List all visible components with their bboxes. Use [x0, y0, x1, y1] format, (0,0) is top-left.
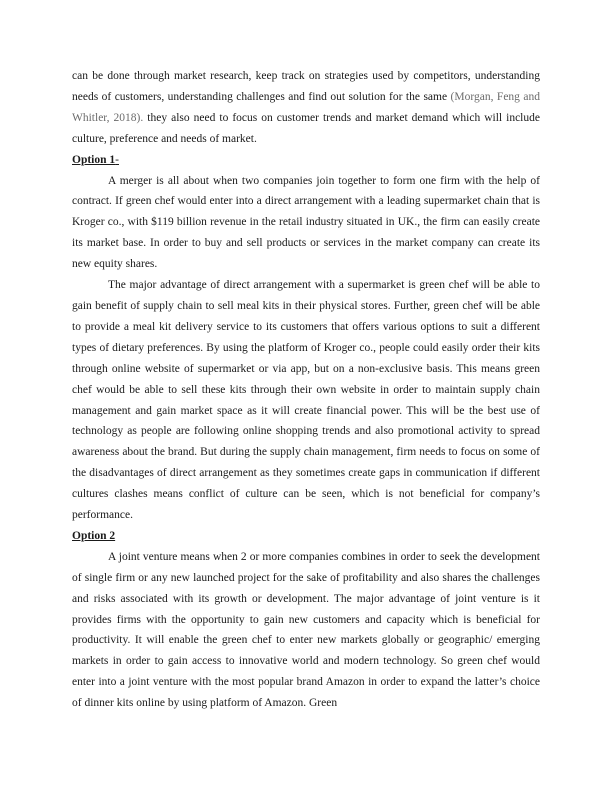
option-1-heading-suffix: -	[115, 153, 119, 166]
option-2-heading: Option 2	[72, 529, 116, 542]
intro-paragraph	[72, 66, 540, 150]
citation: (Morgan, Feng and Whitler, 2018).	[72, 90, 540, 124]
option-1-paragraph-advantages: The major advantage of direct arrangement with a supermarket is green chef will be able to gain benefit of supply chain to sell meal kits in their physical stores. Further, green chef will be able to provide a meal kit delivery service to its customers that offers various options to suit a different types of dietary preferences. By using the platform of Kroger co., people could easily order their kits through online website of supermarket or via app, but on a non-exclusive basis. This means green chef would be able to sell these kits through their own website in order to maintain supply chain management and gain market space as it will create financial power. This will be the best use of technology as people are following online shopping trends and also promotional activity to spread awareness about the brand. But during the supply chain management, firm needs to focus on some of the disadvantages of direct arrangement as they sometimes create gaps in communication if different cultures clashes means conflict of culture can be seen, which is not beneficial for company’s performance.	[72, 279, 540, 522]
option-1-heading	[72, 150, 540, 171]
option-2-paragraph-joint-venture: A joint venture means when 2 or more companies combines in order to seek the development of single firm or any new launched project for the sake of profitability and also shares the challenges and risks associated with its growth or development. The major advantage of joint venture is it provides firms with the opportunity to gain new customers and capacity which is beneficial for productivity. It will enable the green chef to enter new markets globally or geographic/ emerging markets in order to gain access to innovative world and modern technology. So green chef would enter into a joint venture with the most popular brand Amazon in order to expand the latter’s choice of dinner kits online by using platform of Amazon. Green	[72, 550, 540, 710]
option-1-heading-text: Option 1	[72, 153, 116, 166]
document-body	[72, 66, 540, 714]
intro-text-end: they also need to focus on customer trends and market demand which will include culture, preference and needs of market.	[72, 111, 540, 145]
option-1-paragraph-merger: A merger is all about when two companies join together to form one firm with the help of contract. If green chef would enter into a direct arrangement with a leading supermarket chain that is Kroger co., with $119 billion revenue in the retail industry situated in UK., the firm can easily create its market base. In order to buy and sell products or services in the market company can create its new equity shares.	[72, 174, 540, 271]
intro-text-start: can be done through market research, keep track on strategies used by competitors, understanding needs of customers, understanding challenges and find out solution for the same	[72, 70, 540, 103]
